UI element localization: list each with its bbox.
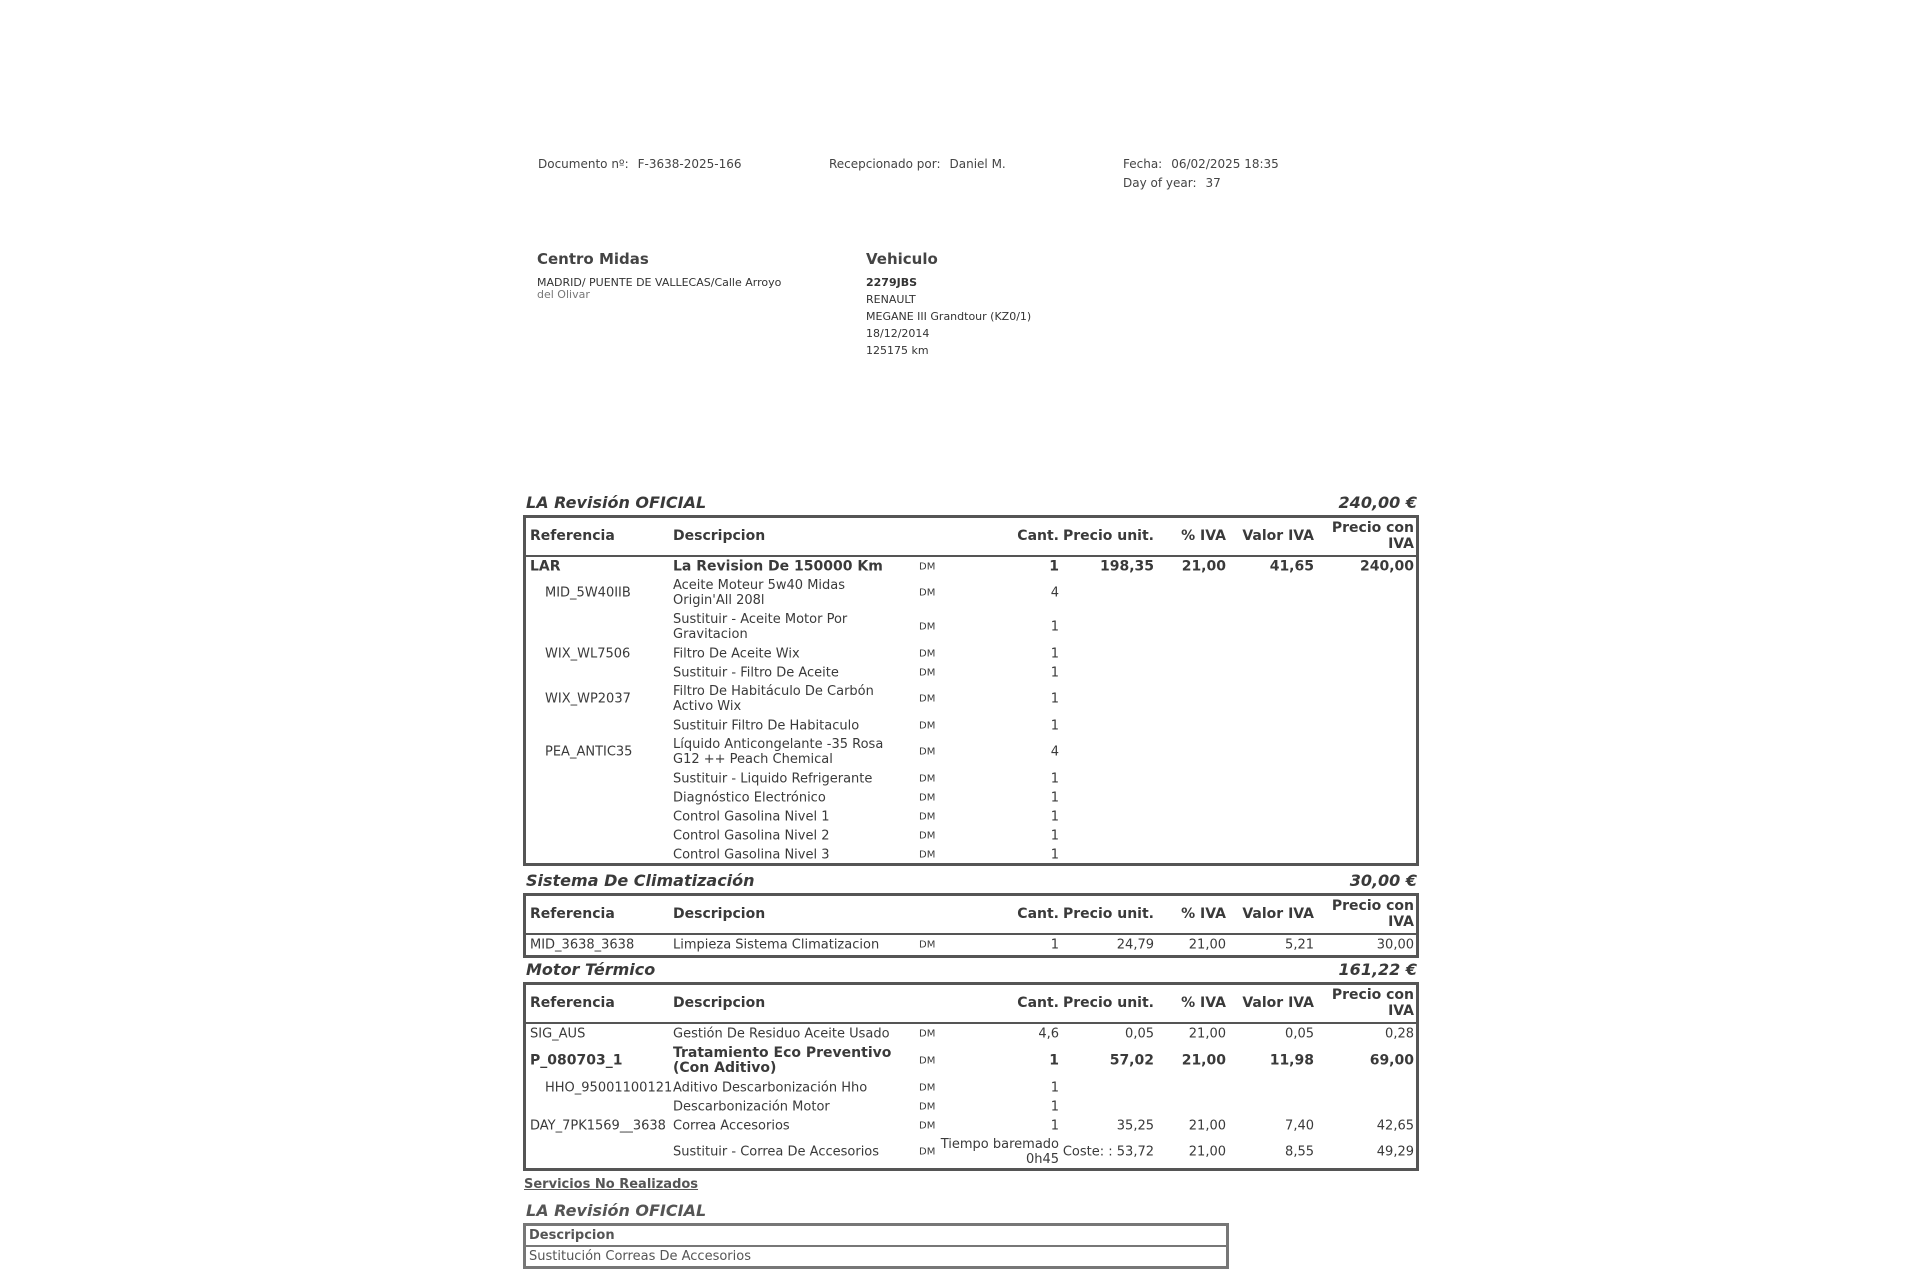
not-done-header: Descripcion bbox=[526, 1226, 1226, 1247]
table-row: Control Gasolina Nivel 2 DM 1 bbox=[673, 828, 1059, 843]
section-name: Motor Térmico bbox=[526, 960, 656, 979]
table-row: Sustituir - Liquido Refrigerante DM 1 bbox=[673, 771, 1059, 786]
section-title-revision bbox=[523, 493, 1419, 513]
document-date: Fecha: 06/02/2025 18:35 bbox=[1123, 157, 1279, 171]
section-title-climate bbox=[523, 871, 1419, 891]
company-address-line2: del Olivar bbox=[537, 288, 590, 301]
table-header: Referencia Descripcion Cant. Precio unit. % IVA Valor IVA Precio con IVA bbox=[526, 985, 1416, 1024]
col-viva: Valor IVA bbox=[1242, 528, 1314, 544]
table-row: Descarbonización Motor DM 1 bbox=[673, 1099, 1059, 1114]
vehicle-plate: 2279JBS bbox=[866, 276, 918, 289]
section-title-not-done: LA Revisión OFICIAL bbox=[526, 1201, 707, 1220]
company-block bbox=[537, 250, 781, 303]
col-ref: Referencia bbox=[530, 528, 615, 544]
vehicle-brand: RENAULT bbox=[866, 293, 916, 306]
col-desc: Descripcion bbox=[673, 528, 766, 544]
revision-table bbox=[523, 515, 1419, 866]
received-by: Recepcionado por: Daniel M. bbox=[829, 157, 1006, 171]
vehicle-title: Vehiculo bbox=[866, 250, 938, 268]
vehicle-model: MEGANE III Grandtour (KZ0/1) bbox=[866, 310, 1032, 323]
section-title-engine bbox=[523, 960, 1419, 980]
section-name: Sistema De Climatización bbox=[526, 871, 755, 890]
vehicle-date: 18/12/2014 bbox=[866, 327, 930, 340]
table-row: Sustituir Filtro De Habitaculo DM 1 bbox=[673, 718, 1059, 733]
section-name: LA Revisión OFICIAL bbox=[526, 493, 707, 512]
vehicle-block bbox=[866, 250, 1031, 359]
col-iva: % IVA bbox=[1181, 528, 1226, 544]
table-row: WIX_WL7506 Filtro De Aceite Wix DM 1 bbox=[545, 646, 1059, 661]
not-done-row: Sustitución Correas De Accesorios bbox=[529, 1249, 751, 1264]
engine-table bbox=[523, 982, 1419, 1171]
table-row: Diagnóstico Electrónico DM 1 bbox=[673, 790, 1059, 805]
climate-table bbox=[523, 893, 1419, 958]
table-row: LAR La Revision De 150000 Km DM 1 198,35 21,00 41,65 240,00 bbox=[530, 558, 1414, 574]
table-row: Sustituir - Aceite Motor Por Gravitacion DM 1 bbox=[673, 612, 1059, 642]
col-cant: Cant. bbox=[1017, 528, 1059, 544]
company-address-line1: MADRID/ PUENTE DE VALLECAS/Calle Arroyo bbox=[537, 276, 782, 289]
table-row: Sustituir - Correa De Accesorios DM Tiempo baremado 0h45 Coste: : 53,72 21,00 8,55 49,29 bbox=[673, 1137, 1414, 1167]
table-header: Referencia Descripcion Cant. Precio unit. % IVA Valor IVA Precio con IVA bbox=[526, 896, 1416, 935]
table-row: HHO_95001100121 Aditivo Descarbonización Hho DM 1 bbox=[545, 1080, 1059, 1095]
section-total: 30,00 € bbox=[1349, 871, 1417, 890]
table-row: PEA_ANTIC35 Líquido Anticongelante -35 Rosa G12 ++ Peach Chemical DM 4 bbox=[545, 737, 1059, 767]
services-not-done-link[interactable]: Servicios No Realizados bbox=[524, 1177, 699, 1192]
table-row: Sustituir - Filtro De Aceite DM 1 bbox=[673, 665, 1059, 680]
table-row: SIG_AUS Gestión De Residuo Aceite Usado DM 4,6 0,05 21,00 0,05 0,28 bbox=[530, 1026, 1414, 1042]
col-pu: Precio unit. bbox=[1063, 528, 1154, 544]
table-row: DAY_7PK1569__3638 Correa Accesorios DM 1 35,25 21,00 7,40 42,65 bbox=[530, 1118, 1414, 1133]
table-row: Control Gasolina Nivel 3 DM 1 bbox=[673, 847, 1059, 862]
day-of-year: Day of year: 37 bbox=[1123, 176, 1221, 190]
section-total: 240,00 € bbox=[1338, 493, 1417, 512]
col-pc: Precio con IVA bbox=[1331, 520, 1414, 552]
baremo-time: Tiempo baremado 0h45 bbox=[940, 1137, 1059, 1167]
company-title: Centro Midas bbox=[537, 250, 649, 268]
document-number: Documento nº: F-3638-2025-166 bbox=[538, 157, 742, 171]
vehicle-km: 125175 km bbox=[866, 344, 929, 357]
table-row: WIX_WP2037 Filtro De Habitáculo De Carbón Activo Wix DM 1 bbox=[545, 684, 1059, 714]
table-row: Control Gasolina Nivel 1 DM 1 bbox=[673, 809, 1059, 824]
not-done-table bbox=[523, 1223, 1229, 1269]
table-row: MID_5W40IIB Aceite Moteur 5w40 Midas Origin'All 208l DM 4 bbox=[545, 578, 1059, 608]
table-row: P_080703_1 Tratamiento Eco Preventivo (Con Aditivo) DM 1 57,02 21,00 11,98 69,00 bbox=[530, 1045, 1414, 1076]
table-header bbox=[526, 518, 1416, 557]
table-row: MID_3638_3638 Limpieza Sistema Climatizacion DM 1 24,79 21,00 5,21 30,00 bbox=[530, 937, 1414, 952]
section-total: 161,22 € bbox=[1338, 960, 1417, 979]
